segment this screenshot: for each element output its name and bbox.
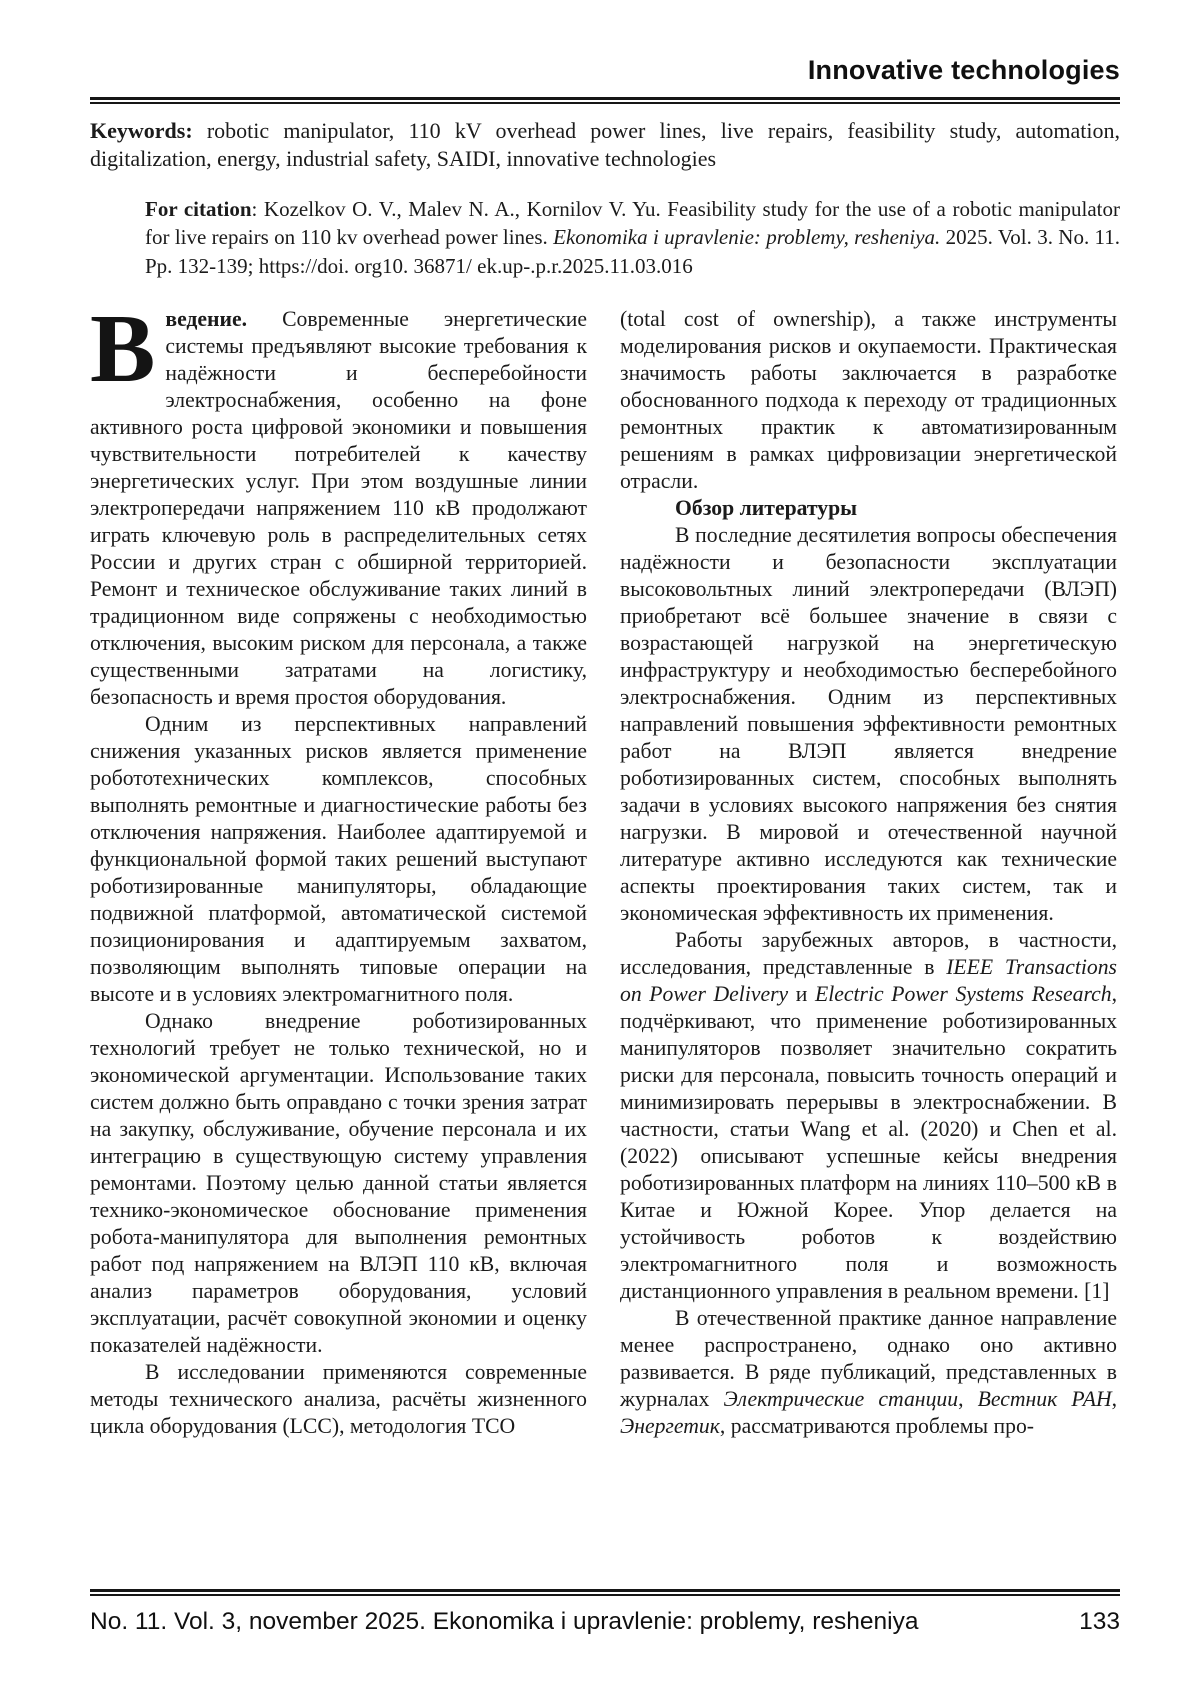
body-columns	[90, 295, 1120, 1440]
intro-paragraph-text: Современные энергетические системы предъявляют высокие требования к надёжности и бесперебойности электроснабжения, особенно на фоне активного роста цифровой экономики и повышения чувствительности потребителей к качеству энергетических услуг. При этом воздушные линии электропередачи напряжением 110 кВ продолжают играть ключевую роль в распределительных сетях России и других стран с обширной территорией. Ремонт и техническое обслуживание таких линий в традиционном виде сопряжены с необходимостью отключения, высоким риском для персонала, а также существенными затратами на логистику, безопасность и время простоя оборудования.	[90, 307, 587, 710]
drop-cap: В	[90, 295, 156, 404]
citation-journal-title: Ekonomika i upravlenie: problemy, resheniya.	[553, 225, 941, 250]
paragraph: В последние десятилетия вопросы обеспечения надёжности и безопасности эксплуатации высоковольтных линий электропередачи (ВЛЭП) приобретают всё большее значение в связи с возрастающей нагрузкой на энергетическую инфраструктуру и необходимостью бесперебойного электроснабжения. Одним из перспективных направлений повышения эффективности ремонтных работ на ВЛЭП является внедрение роботизированных систем, способных выполнять задачи в условиях высокого напряжения без снятия нагрузки. В мировой и отечественной научной литературе активно исследуются как технические аспекты проектирования таких систем, так и экономическая эффективность их применения.	[620, 523, 1117, 926]
keywords-paragraph	[90, 117, 1120, 173]
footer-journal-info: No. 11. Vol. 3, november 2025. Ekonomika i upravlenie: problemy, resheniya	[90, 1608, 919, 1635]
right-column	[620, 306, 1117, 1440]
paragraph: В исследовании применяются современные методы технического анализа, расчёты жизненного цикла оборудования (LCC), методология TCO	[90, 1360, 587, 1439]
paragraph: Работы зарубежных авторов, в частности, исследования, представленные в IEEE Transactions on Power Delivery и Electric Power Systems Research, подчёркивают, что применение роботизированных манипуляторов позволяет значительно сократить риски для персонала, повысить точность операций и минимизировать перерывы в электроснабжении. В частности, статьи Wang et al. (2020) и Chen et al. (2022) описывают успешные кейсы внедрения роботизированных платформ на линиях 110–500 кВ в Китае и Южной Корее. Упор делается на устойчивость роботов к воздействию электромагнитного поля и возможность дистанционного управления в реальном времени. [1]	[620, 928, 1118, 1304]
footer-row	[90, 1608, 1120, 1636]
paragraph: Одним из перспективных направлений снижения указанных рисков является применение робототехнических комплексов, способных выполнять ремонтные и диагностические работы без отключения напряжения. Наиболее адаптируемой и функциональной формой таких решений выступают роботизированные манипуляторы, обладающие подвижной платформой, автоматической системой позиционирования и адаптируемым захватом, позволяющим выполнять типовые операции на высоте и в условиях электромагнитного поля.	[90, 712, 587, 1007]
footer-page-number: 133	[1079, 1608, 1120, 1635]
citation-text-after-journal: 2025. Vol. 3. No. 11. Pp. 132-139; https://doi. org10. 36871/ ek.up-.p.r.2025.11.03.016	[145, 225, 1120, 278]
page-footer	[90, 1578, 1120, 1636]
intro-lead-bold: ведение.	[165, 307, 248, 332]
intro-paragraph	[90, 295, 587, 711]
footer-rule	[90, 1589, 1120, 1596]
header-rule	[90, 97, 1120, 104]
keywords-label: Keywords:	[90, 117, 193, 143]
citation-text-before-journal: : Kozelkov O. V., Malev N. A., Kornilov V. Yu. Feasibility study for the use of a robotic manipulator for live repairs on 110 kv overhead power lines.	[145, 196, 1120, 250]
paragraph: В отечественной практике данное направление менее распространено, однако оно активно развивается. В ряде публикаций, представленных в журналах Электрические станции, Вестник РАН, Энергетик, рассматриваются проблемы про-	[620, 1306, 1118, 1439]
section-heading-literature-review: Обзор литературы	[675, 496, 858, 521]
citation-paragraph	[145, 195, 1120, 281]
paragraph-continuation: (total cost of ownership), а также инструменты моделирования рисков и окупаемости. Практическая значимость работы заключается в разработке обоснованного подхода к переходу от традиционных ремонтных практик к автоматизированным решениям в рамках цифровизации энергетической отрасли.	[620, 307, 1117, 494]
keywords-text: robotic manipulator, 110 kV overhead power lines, live repairs, feasibility study, automation, digitalization, energy, industrial safety, SAIDI, innovative technologies	[90, 117, 1120, 171]
running-head-section-title: Innovative technologies	[807, 55, 1120, 85]
paragraph: Однако внедрение роботизированных технологий требует не только технической, но и экономической аргументации. Использование таких систем должно быть оправдано с точки зрения затрат на закупку, обслуживание, обучение персонала и их интеграцию в существующую систему управления ремонтами. Поэтому целью данной статьи является технико-экономическое обоснование применения робота-манипулятора для выполнения ремонтных работ под напряжением на ВЛЭП 110 кВ, включая анализ параметров оборудования, условий эксплуатации, расчёт совокупной экономии и оценку показателей надёжности.	[90, 1009, 587, 1358]
left-column	[90, 295, 587, 1440]
citation-label: For citation	[145, 196, 252, 221]
